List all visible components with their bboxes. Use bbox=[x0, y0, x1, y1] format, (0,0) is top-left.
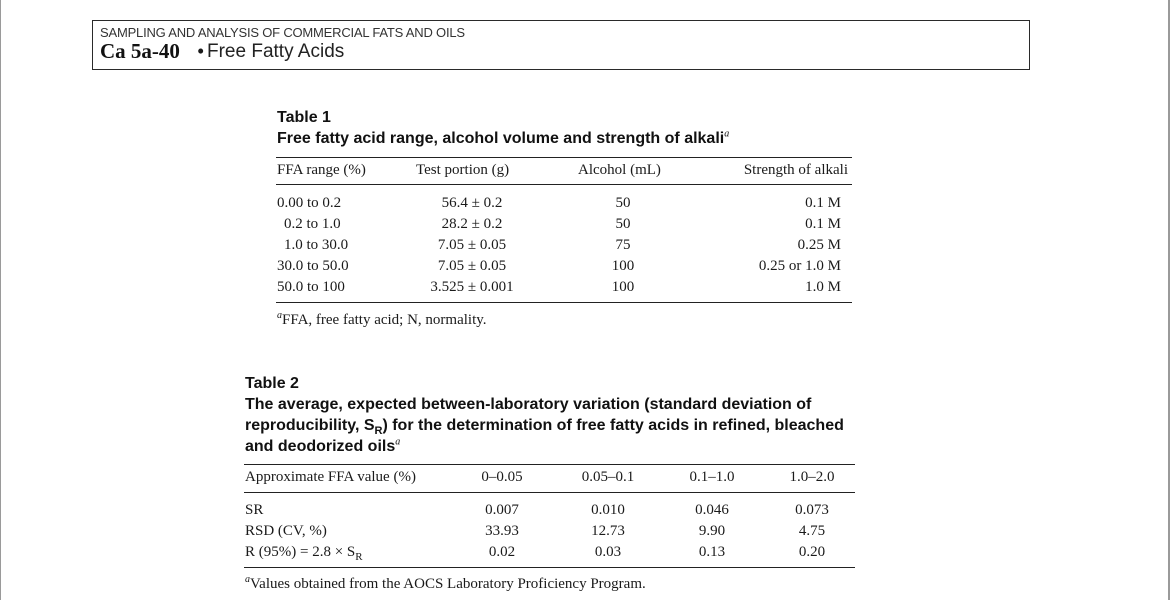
table1-cell-strength: 0.25 or 1.0 M bbox=[758, 258, 841, 274]
table2-cell: 0.02 bbox=[488, 544, 516, 560]
table1-cell-strength: 0.1 M bbox=[805, 216, 841, 232]
table2-row-label: SR bbox=[245, 502, 264, 518]
table2-title-line2-pre: reproducibility, S bbox=[245, 417, 375, 434]
table2-row-label-subscript: R bbox=[355, 551, 363, 563]
table2-footnote bbox=[245, 576, 646, 593]
table1-cell-alcohol: 75 bbox=[615, 237, 631, 253]
table1-cell-ffa-range: 0.2 to 1.0 bbox=[284, 216, 341, 232]
table1-header-test-portion: Test portion (g) bbox=[416, 162, 510, 178]
table1-cell-alcohol: 50 bbox=[615, 216, 631, 232]
table2-title-line2-post: ) for the determination of free fatty acids in refined, bleached bbox=[382, 417, 844, 434]
table2-cell: 0.073 bbox=[795, 502, 829, 518]
table1-cell-strength: 0.1 M bbox=[805, 195, 841, 211]
table1-header-ffa-range: FFA range (%) bbox=[277, 162, 366, 178]
table1-cell-ffa-range: 1.0 to 30.0 bbox=[284, 237, 349, 253]
table1-header-rule bbox=[276, 184, 852, 185]
table1-footnote bbox=[277, 312, 487, 329]
table2-footnote-text: Values obtained from the AOCS Laboratory Proficiency Program. bbox=[250, 576, 646, 592]
table2-cell: 0.03 bbox=[594, 544, 622, 560]
table1-title-text: Free fatty acid range, alcohol volume and strength of alkali bbox=[277, 130, 725, 147]
table2-title-footnote-mark: a bbox=[395, 436, 401, 448]
table2-row-label-pre: R (95%) = 2.8 × S bbox=[245, 544, 356, 560]
table2-bottom-rule bbox=[244, 567, 855, 568]
table1-bottom-rule bbox=[276, 302, 852, 303]
table2-title-line3 bbox=[245, 438, 400, 456]
header-series-title: SAMPLING AND ANALYSIS OF COMMERCIAL FATS AND OILS bbox=[100, 25, 465, 40]
table2-header-rule bbox=[244, 492, 855, 493]
table2-cell: 0.010 bbox=[591, 502, 625, 518]
table2-header-col2: 0.05–0.1 bbox=[581, 469, 635, 485]
table2-header-col4: 1.0–2.0 bbox=[789, 469, 835, 485]
table1-cell-strength: 0.25 M bbox=[797, 237, 841, 253]
table1-cell-strength: 1.0 M bbox=[805, 279, 841, 295]
table1-cell-test-portion: 3.525 ± 0.001 bbox=[430, 279, 514, 295]
table2-header-col3: 0.1–1.0 bbox=[689, 469, 735, 485]
header-method-number: Ca 5a-40 bbox=[100, 39, 180, 63]
table2-cell: 4.75 bbox=[798, 523, 826, 539]
table2-cell: 0.046 bbox=[695, 502, 729, 518]
table2-cell: 0.13 bbox=[698, 544, 726, 560]
table1-cell-test-portion: 56.4 ± 0.2 bbox=[441, 195, 503, 211]
table2-title-line2 bbox=[245, 417, 844, 438]
table1-cell-test-portion: 7.05 ± 0.05 bbox=[437, 258, 507, 274]
table1-footnote-mark: a bbox=[277, 310, 282, 321]
running-header bbox=[92, 20, 1030, 70]
table1-cell-test-portion: 7.05 ± 0.05 bbox=[437, 237, 507, 253]
table2-footnote-mark: a bbox=[245, 574, 250, 585]
table2-label: Table 2 bbox=[245, 375, 299, 392]
table1-cell-alcohol: 100 bbox=[611, 258, 635, 274]
table1-header-alcohol: Alcohol (mL) bbox=[578, 162, 661, 178]
table1-cell-ffa-range: 0.00 to 0.2 bbox=[277, 195, 342, 211]
table2-header-approx-ffa: Approximate FFA value (%) bbox=[245, 469, 416, 485]
table2-title-line3-text: and deodorized oils bbox=[245, 438, 396, 455]
header-topic-title: Free Fatty Acids bbox=[207, 41, 345, 62]
table1-title bbox=[277, 130, 729, 148]
table1-footnote-text: FFA, free fatty acid; N, normality. bbox=[282, 312, 487, 328]
table1-cell-alcohol: 100 bbox=[611, 279, 635, 295]
table2-cell: 0.20 bbox=[798, 544, 826, 560]
table2-header-col1: 0–0.05 bbox=[481, 469, 523, 485]
table1-cell-ffa-range: 30.0 to 50.0 bbox=[277, 258, 349, 274]
table2-top-rule bbox=[244, 464, 855, 465]
table2-row-label bbox=[245, 544, 363, 561]
table2-cell: 9.90 bbox=[698, 523, 726, 539]
table1-cell-ffa-range: 50.0 to 100 bbox=[277, 279, 345, 295]
table1-top-rule bbox=[276, 157, 852, 158]
table1-title-footnote-mark: a bbox=[724, 128, 730, 140]
table2-cell: 33.93 bbox=[485, 523, 519, 539]
page-frame-left-line bbox=[0, 0, 1, 600]
table2-cell: 12.73 bbox=[591, 523, 625, 539]
table1-label: Table 1 bbox=[277, 109, 331, 126]
table2-title-line2-subscript: R bbox=[374, 425, 383, 438]
table1-cell-test-portion: 28.2 ± 0.2 bbox=[441, 216, 503, 232]
table1-cell-alcohol: 50 bbox=[615, 195, 631, 211]
header-bullet: • bbox=[197, 39, 205, 63]
table2-row-label: RSD (CV, %) bbox=[245, 523, 327, 539]
table1-header-strength: Strength of alkali bbox=[743, 162, 848, 178]
table2-title-line1: The average, expected between-laboratory variation (standard deviation of bbox=[245, 396, 812, 413]
table2-cell: 0.007 bbox=[485, 502, 519, 518]
